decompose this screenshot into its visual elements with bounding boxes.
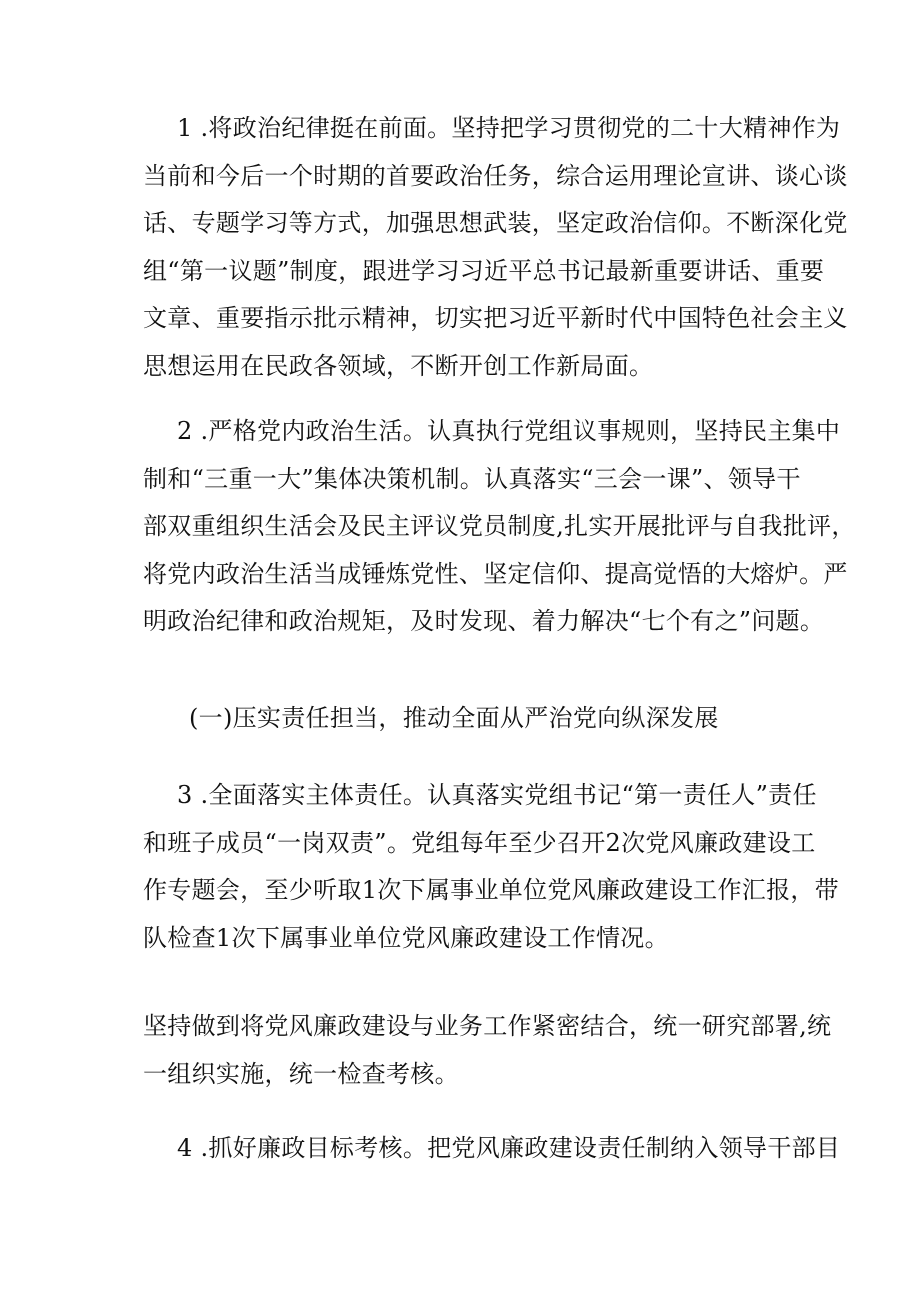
text-line: 将党内政治生活当成锤炼党性、坚定信仰、提高觉悟的大熔炉。严 <box>143 559 848 588</box>
text-line: 当前和今后一个时期的首要政治任务，综合运用理论宣讲、谈心谈 <box>143 161 848 190</box>
text-line: 部双重组织生活会及民主评议党员制度,扎实开展批评与自我批评， <box>143 512 856 540</box>
text-line: 坚持做到将党风廉政建设与业务工作紧密结合，统一研究部署,统 <box>143 1012 832 1040</box>
text-line: 明政治纪律和政治规矩，及时发现、着力解决“七个有之”问题。 <box>143 607 825 635</box>
paragraph-2 <box>143 408 856 646</box>
section-heading <box>143 695 783 743</box>
text-line: 制和“三重一大”集体决策机制。认真落实“三会一课”、领导干 <box>143 464 801 493</box>
text-line: 话、专题学习等方式，加强思想武装，坚定政治信仰。不断深化党 <box>143 209 848 237</box>
text-line: 1 .将政治纪律挺在前面。坚持把学习贯彻党的二十大精神作为 <box>177 114 841 142</box>
paragraph-3 <box>143 772 839 962</box>
text-line: 2 .严格党内政治生活。认真执行党组议事规则，坚持民主集中 <box>177 417 841 445</box>
text-line: 3 .全面落实主体责任。认真落实党组书记“第一责任人”责任 <box>177 781 817 809</box>
paragraph-1 <box>143 105 848 390</box>
paragraph-5 <box>143 1125 841 1173</box>
text-line: 作专题会，至少听取1次下属事业单位党风廉政建设工作汇报，带 <box>143 876 839 904</box>
text-line: 和班子成员“一岗双责”。党组每年至少召开2次党风廉政建设工 <box>143 828 816 857</box>
paragraph-4 <box>143 1003 832 1098</box>
text-line: 队检查1次下属事业单位党风廉政建设工作情况。 <box>143 923 669 952</box>
text-line: 文章、重要指示批示精神，切实把习近平新时代中国特色社会主义 <box>143 304 848 332</box>
heading-line: (一)压实责任担当，推动全面从严治党向纵深发展 <box>189 704 719 732</box>
text-line: 组“第一议题”制度，跟进学习习近平总书记最新重要讲话、重要 <box>143 256 825 285</box>
text-line: 4 .抓好廉政目标考核。把党风廉政建设责任制纳入领导干部目 <box>177 1134 841 1162</box>
text-line: 思想运用在民政各领域，不断开创工作新局面。 <box>143 351 654 380</box>
text-line: 一组织实施，统一检查考核。 <box>143 1059 459 1088</box>
